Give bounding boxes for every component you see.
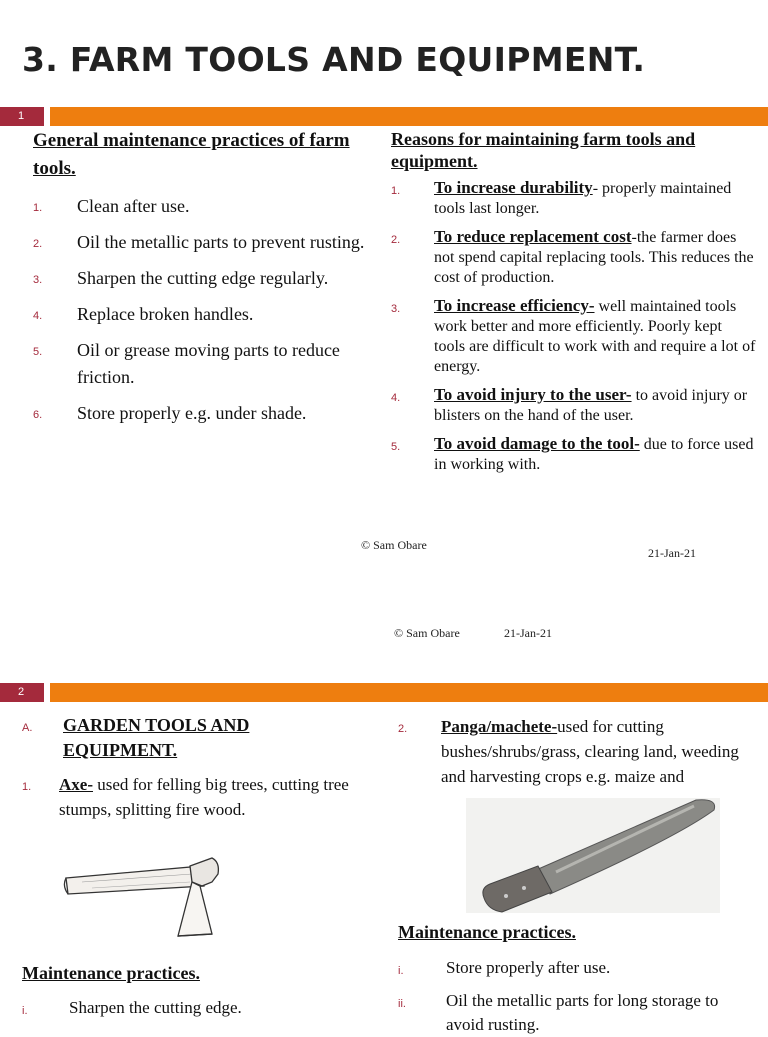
list-term: To reduce replacement cost [434, 227, 632, 246]
list-item [33, 229, 373, 256]
list-text: to avoid injury or blisters on the hand of the user. [434, 387, 748, 424]
section-heading: GARDEN TOOLS AND EQUIPMENT. [63, 715, 250, 760]
right-maintenance-list [398, 956, 758, 1037]
list-number: 2. [398, 723, 408, 735]
list-number: 2. [391, 234, 401, 246]
axe-item [22, 772, 367, 822]
list-text: Replace broken handles. [77, 304, 254, 324]
list-number: 1. [391, 185, 401, 197]
slide-number-badge: 1 [0, 107, 44, 126]
panga-item [398, 714, 758, 789]
list-number: 4. [33, 310, 43, 322]
list-term: To increase efficiency- [434, 296, 595, 315]
list-item [391, 385, 756, 426]
list-item [398, 989, 758, 1037]
list-term: To increase durability [434, 178, 593, 197]
list-number: 3. [391, 303, 401, 315]
list-item [391, 178, 756, 219]
list-text: Sharpen the cutting edge. [69, 998, 242, 1017]
slide-footer-date: 21-Jan-21 [648, 546, 696, 560]
reasons-column [391, 128, 756, 475]
list-number: ii. [398, 998, 406, 1010]
page-title: 3. FARM TOOLS AND EQUIPMENT. [22, 40, 646, 79]
list-item [398, 956, 758, 980]
list-number: 1. [22, 781, 32, 793]
list-term: Panga/machete- [441, 717, 558, 736]
list-number: 5. [33, 346, 43, 358]
list-text: Oil or grease moving parts to reduce friction. [77, 340, 340, 387]
right-maintenance-heading: Maintenance practices. [398, 922, 576, 942]
reasons-heading: Reasons for maintaining farm tools and equipment. [391, 129, 696, 171]
list-number: 2. [33, 238, 43, 250]
list-text: Sharpen the cutting edge regularly. [77, 268, 329, 288]
list-item [391, 227, 756, 288]
list-number: 6. [33, 409, 43, 421]
list-number: i. [398, 965, 404, 977]
list-item [33, 400, 373, 427]
list-text: Oil the metallic parts to prevent rusting. [77, 232, 365, 252]
slide-header-bar [50, 107, 768, 126]
list-term: To avoid injury to the user- [434, 385, 632, 404]
list-text: used for cutting bushes/shrubs/grass, clearing land, weeding and harvesting crops e.g. maize and [441, 717, 739, 786]
panga-illustration [466, 798, 720, 913]
page-footer-author: © Sam Obare [394, 626, 460, 640]
list-text: Store properly after use. [446, 958, 611, 977]
section-letter: A. [22, 722, 33, 734]
list-term: To avoid damage to the tool- [434, 434, 640, 453]
list-number: 5. [391, 441, 401, 453]
list-item [391, 296, 756, 377]
maintenance-practices-column [33, 127, 373, 427]
list-item [33, 265, 373, 292]
list-item [33, 193, 373, 220]
list-item [33, 337, 373, 391]
list-term: Axe- [59, 775, 93, 794]
list-number: i. [22, 1005, 28, 1017]
slide-number-badge: 2 [0, 683, 44, 702]
list-text: due to force used in working with. [434, 436, 754, 473]
list-item [33, 301, 373, 328]
list-text: Clean after use. [77, 196, 190, 216]
page-footer-date: 21-Jan-21 [504, 626, 552, 640]
list-item [391, 434, 756, 475]
list-text: - properly maintained tools last longer. [434, 180, 732, 217]
list-number: 1. [33, 202, 43, 214]
axe-illustration [62, 852, 222, 944]
left-maintenance-heading: Maintenance practices. [22, 963, 200, 983]
list-text: well maintained tools work better and more efficiently. Poorly kept tools are difficult to work with and require a lot of energy. [434, 298, 756, 375]
list-text: Store properly e.g. under shade. [77, 403, 307, 423]
slide-footer-author: © Sam Obare [361, 538, 427, 552]
list-number: 3. [33, 274, 43, 286]
maintenance-heading: General maintenance practices of farm tools. [33, 130, 350, 179]
slide-header-bar [50, 683, 768, 702]
list-number: 4. [391, 392, 401, 404]
list-text: Oil the metallic parts for long storage to avoid rusting. [446, 991, 719, 1034]
list-item [22, 996, 367, 1020]
list-text: -the farmer does not spend capital replacing tools. This reduces the cost of production. [434, 229, 754, 286]
list-text: used for felling big trees, cutting tree stumps, splitting fire wood. [59, 775, 349, 819]
